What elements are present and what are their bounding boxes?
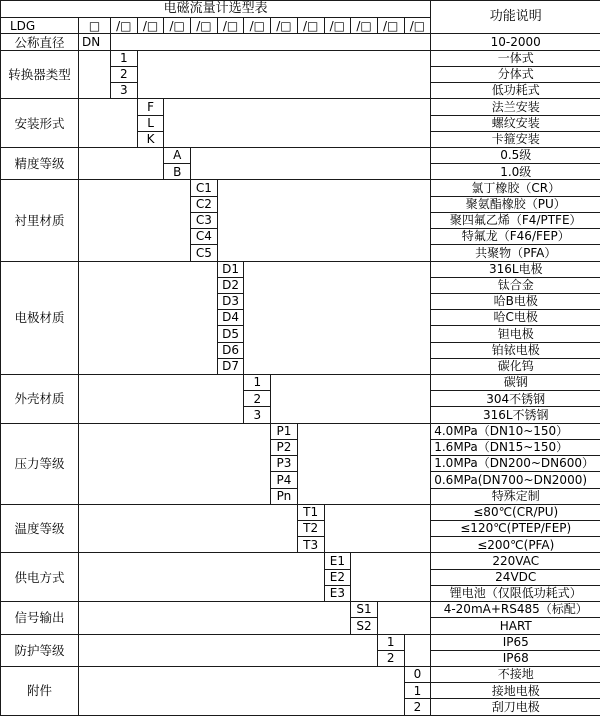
option-desc-cell: 0.6MPa(DN700~DN2000) bbox=[431, 472, 600, 488]
option-desc-cell: 铂铱电极 bbox=[431, 342, 600, 358]
option-code-cell: E1 bbox=[324, 553, 351, 569]
group-label: 外壳材质 bbox=[1, 375, 79, 424]
option-code-cell: 1 bbox=[377, 634, 404, 650]
option-desc-cell: 316L电极 bbox=[431, 261, 600, 277]
model-slot: /□ bbox=[324, 18, 351, 34]
option-code-cell: 1 bbox=[404, 683, 431, 699]
spacer-cell bbox=[79, 375, 244, 424]
option-desc-cell: 聚氨酯橡胶（PU） bbox=[431, 196, 600, 212]
spacer-cell bbox=[79, 180, 191, 261]
option-desc-cell: 不接地 bbox=[431, 666, 600, 682]
spacer-cell bbox=[111, 34, 431, 50]
option-desc-cell: 钛合金 bbox=[431, 277, 600, 293]
option-desc-cell: 氯丁橡胶（CR） bbox=[431, 180, 600, 196]
option-desc-cell: 1.0MPa（DN200~DN600） bbox=[431, 456, 600, 472]
option-desc-cell: 0.5级 bbox=[431, 147, 600, 163]
option-code-cell: 2 bbox=[404, 699, 431, 716]
option-code-cell: P4 bbox=[271, 472, 298, 488]
option-code-cell: T1 bbox=[297, 504, 324, 520]
option-code-cell: T2 bbox=[297, 521, 324, 537]
diameter-desc: 10-2000 bbox=[431, 34, 600, 50]
option-desc-cell: 1.6MPa（DN15~150） bbox=[431, 439, 600, 455]
option-code-cell: P2 bbox=[271, 439, 298, 455]
model-slot: /□ bbox=[191, 18, 218, 34]
option-desc-cell: 碳化钨 bbox=[431, 358, 600, 374]
option-desc-cell: 分体式 bbox=[431, 66, 600, 82]
table-row bbox=[1, 375, 600, 391]
option-code-cell: D2 bbox=[217, 277, 244, 293]
option-desc-cell: 24VDC bbox=[431, 569, 600, 585]
model-box: □ bbox=[79, 18, 111, 34]
spacer-cell bbox=[79, 261, 218, 375]
option-code-cell: C4 bbox=[191, 229, 218, 245]
option-code-cell: C5 bbox=[191, 245, 218, 261]
table-row bbox=[1, 180, 600, 196]
spacer-cell bbox=[137, 50, 431, 99]
option-code-cell: D7 bbox=[217, 358, 244, 374]
spacer-cell bbox=[297, 423, 430, 504]
option-desc-cell: 316L不锈钢 bbox=[431, 407, 600, 423]
table-row bbox=[1, 504, 600, 520]
model-slot: /□ bbox=[137, 18, 164, 34]
option-desc-cell: ≤200℃(PFA) bbox=[431, 537, 600, 553]
option-desc-cell: 4.0MPa（DN10~150） bbox=[431, 423, 600, 439]
option-desc-cell: 一体式 bbox=[431, 50, 600, 66]
option-code-cell: D6 bbox=[217, 342, 244, 358]
option-code-cell: S1 bbox=[351, 602, 378, 618]
option-code-cell: K bbox=[137, 131, 164, 147]
model-slot: /□ bbox=[297, 18, 324, 34]
group-label: 衬里材质 bbox=[1, 180, 79, 261]
option-desc-cell: 共聚物（PFA） bbox=[431, 245, 600, 261]
option-code-cell: Pn bbox=[271, 488, 298, 504]
option-code-cell: D3 bbox=[217, 293, 244, 309]
group-label: 防护等级 bbox=[1, 634, 79, 666]
model-slot: /□ bbox=[164, 18, 191, 34]
model-slot: /□ bbox=[244, 18, 271, 34]
group-label: 供电方式 bbox=[1, 553, 79, 602]
table-row bbox=[1, 147, 600, 163]
option-code-cell: C3 bbox=[191, 212, 218, 228]
spacer-cell bbox=[271, 375, 431, 424]
option-desc-cell: HART bbox=[431, 618, 600, 634]
option-code-cell: P1 bbox=[271, 423, 298, 439]
model-prefix: LDG bbox=[1, 18, 79, 34]
option-desc-cell: 螺纹安装 bbox=[431, 115, 600, 131]
diameter-label: 公称直径 bbox=[1, 34, 79, 50]
option-code-cell: 0 bbox=[404, 666, 431, 682]
table-title: 电磁流量计选型表 bbox=[1, 1, 431, 18]
option-code-cell: F bbox=[137, 99, 164, 115]
option-code-cell: S2 bbox=[351, 618, 378, 634]
option-code-cell: L bbox=[137, 115, 164, 131]
model-slot: /□ bbox=[217, 18, 244, 34]
option-code-cell: A bbox=[164, 147, 191, 163]
option-desc-cell: 4-20mA+RS485（标配） bbox=[431, 602, 600, 618]
option-desc-cell: 特氟龙（F46/FEP） bbox=[431, 229, 600, 245]
model-slot: /□ bbox=[271, 18, 298, 34]
option-code-cell: C2 bbox=[191, 196, 218, 212]
group-label: 转换器类型 bbox=[1, 50, 79, 99]
option-desc-cell: IP68 bbox=[431, 650, 600, 666]
option-code-cell: E2 bbox=[324, 569, 351, 585]
table-row bbox=[1, 634, 600, 650]
option-desc-cell: 卡箍安装 bbox=[431, 131, 600, 147]
option-code-cell: D5 bbox=[217, 326, 244, 342]
option-desc-cell: 法兰安装 bbox=[431, 99, 600, 115]
option-code-cell: 1 bbox=[111, 50, 138, 66]
group-label: 安装形式 bbox=[1, 99, 79, 148]
option-code-cell: B bbox=[164, 164, 191, 180]
group-label: 温度等级 bbox=[1, 504, 79, 553]
table-row bbox=[1, 261, 600, 277]
spacer-cell bbox=[404, 634, 431, 666]
model-slot: /□ bbox=[404, 18, 431, 34]
option-desc-cell: 接地电极 bbox=[431, 683, 600, 699]
spacer-cell bbox=[324, 504, 431, 553]
option-desc-cell: 低功耗式 bbox=[431, 83, 600, 99]
option-desc-cell: 哈B电极 bbox=[431, 293, 600, 309]
option-desc-cell: 聚四氟乙烯（F4/PTFE） bbox=[431, 212, 600, 228]
option-desc-cell: 1.0级 bbox=[431, 164, 600, 180]
spacer-cell bbox=[217, 180, 430, 261]
model-slot: /□ bbox=[351, 18, 378, 34]
model-slot: /□ bbox=[111, 18, 138, 34]
option-code-cell: D1 bbox=[217, 261, 244, 277]
option-desc-cell: 锂电池（仅限低功耗式） bbox=[431, 585, 600, 601]
table-row bbox=[1, 1, 600, 18]
option-code-cell: T3 bbox=[297, 537, 324, 553]
spacer-cell bbox=[79, 602, 351, 634]
option-code-cell: 2 bbox=[244, 391, 271, 407]
spacer-cell bbox=[377, 602, 430, 634]
group-label: 精度等级 bbox=[1, 147, 79, 179]
table-row bbox=[1, 666, 600, 682]
spacer-cell bbox=[79, 553, 325, 602]
model-slot: /□ bbox=[377, 18, 404, 34]
spacer-cell bbox=[79, 634, 378, 666]
spacer-cell bbox=[351, 553, 431, 602]
option-code-cell: E3 bbox=[324, 585, 351, 601]
function-header: 功能说明 bbox=[431, 1, 600, 34]
option-code-cell: 2 bbox=[111, 66, 138, 82]
option-desc-cell: 304不锈钢 bbox=[431, 391, 600, 407]
option-desc-cell: ≤120℃(PTEP/FEP) bbox=[431, 521, 600, 537]
option-code-cell: 2 bbox=[377, 650, 404, 666]
table-row bbox=[1, 602, 600, 618]
option-code-cell: 3 bbox=[111, 83, 138, 99]
option-desc-cell: 钽电极 bbox=[431, 326, 600, 342]
spacer-cell bbox=[79, 99, 138, 148]
option-desc-cell: 碳钢 bbox=[431, 375, 600, 391]
group-label: 压力等级 bbox=[1, 423, 79, 504]
spacer-cell bbox=[79, 147, 164, 179]
spacer-cell bbox=[191, 147, 431, 179]
spacer-cell bbox=[79, 504, 298, 553]
option-desc-cell: ≤80℃(CR/PU) bbox=[431, 504, 600, 520]
group-label: 电极材质 bbox=[1, 261, 79, 375]
option-code-cell: D4 bbox=[217, 310, 244, 326]
option-code-cell: P3 bbox=[271, 456, 298, 472]
spacer-cell bbox=[79, 50, 111, 99]
table-row bbox=[1, 34, 600, 50]
table-row bbox=[1, 423, 600, 439]
option-desc-cell: 特殊定制 bbox=[431, 488, 600, 504]
table-body bbox=[1, 1, 600, 716]
option-desc-cell: 刮刀电极 bbox=[431, 699, 600, 716]
table-row bbox=[1, 50, 600, 66]
table-row bbox=[1, 99, 600, 115]
option-code-cell: C1 bbox=[191, 180, 218, 196]
group-label: 附件 bbox=[1, 666, 79, 715]
spacer-cell bbox=[79, 666, 405, 715]
spacer-cell bbox=[244, 261, 431, 375]
spacer-cell bbox=[164, 99, 431, 148]
option-desc-cell: 哈C电极 bbox=[431, 310, 600, 326]
option-code-cell: 3 bbox=[244, 407, 271, 423]
option-desc-cell: 220VAC bbox=[431, 553, 600, 569]
option-code-cell: 1 bbox=[244, 375, 271, 391]
spacer-cell bbox=[79, 423, 271, 504]
diameter-code: DN bbox=[79, 34, 111, 50]
option-desc-cell: IP65 bbox=[431, 634, 600, 650]
group-label: 信号输出 bbox=[1, 602, 79, 634]
table-row bbox=[1, 553, 600, 569]
